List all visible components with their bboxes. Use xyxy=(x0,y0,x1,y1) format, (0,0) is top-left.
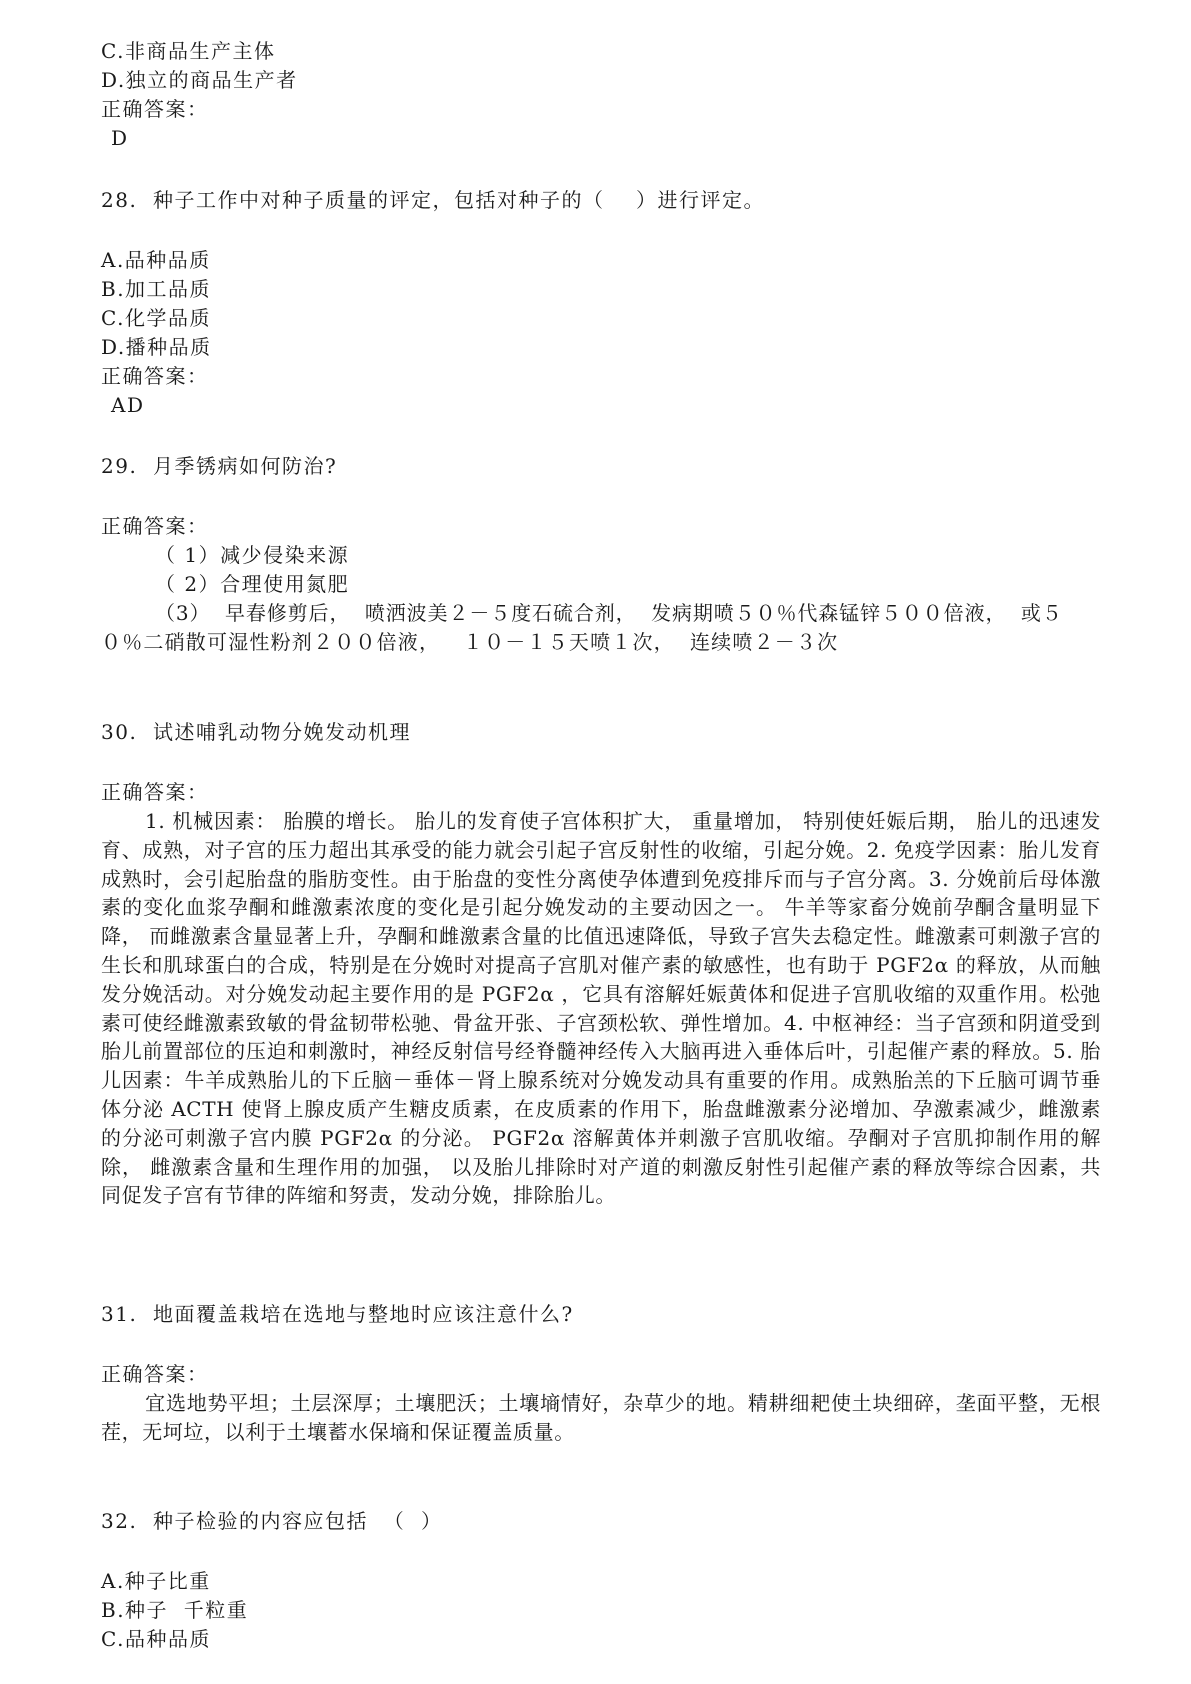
q29-answer-line-1: （ 1）减少侵染来源 xyxy=(155,543,350,567)
q30-answer-label: 正确答案： xyxy=(101,780,209,804)
q32-option-a: A.种子比重 xyxy=(101,1569,211,1593)
q28-answer: AD xyxy=(111,393,145,417)
q31-question: 31. 地面覆盖栽培在选地与整地时应该注意什么? xyxy=(101,1302,574,1326)
q30-question: 30. 试述哺乳动物分娩发动机理 xyxy=(101,720,412,744)
q28-option-c: C.化学品质 xyxy=(101,306,211,330)
q28-option-d: D.播种品质 xyxy=(101,335,212,359)
q31-answer-text: 宜选地势平坦；土层深厚；土壤肥沃；土壤墒情好，杂草少的地。精耕细耙使土块细碎，垄面平整，无根茬，无坷垃，以利于土壤蓄水保墒和保证覆盖质量。 xyxy=(101,1391,1101,1444)
q31-answer-paragraph xyxy=(101,1389,1101,1447)
q29-answer-line-2: （ 2）合理使用氮肥 xyxy=(155,572,350,596)
q30-answer-paragraph xyxy=(101,807,1101,1210)
q29-question: 29. 月季锈病如何防治? xyxy=(101,454,338,478)
q27-answer-label: 正确答案： xyxy=(101,97,209,121)
q31-answer-label: 正确答案： xyxy=(101,1362,209,1386)
q32-option-c: C.品种品质 xyxy=(101,1627,211,1651)
q29-answer-label: 正确答案： xyxy=(101,514,209,538)
q27-answer: D xyxy=(111,126,129,150)
q28-option-b: B.加工品质 xyxy=(101,277,212,301)
q32-question: 32. 种子检验的内容应包括 （ ） xyxy=(101,1509,443,1533)
q30-answer-text: 1. 机械因素： 胎膜的增长。 胎儿的发育使子宫体积扩大， 重量增加， 特别使妊娠后期， 胎儿的迅速发育、成熟，对子宫的压力超出其承受的能力就会引起子宫反射性的收缩，引起分娩。2. 免疫学因素：胎儿发育成熟时，会引起胎盘的脂肪变性。由于胎盘的变性分离使孕体遭到免疫排斥而与子宫分离。3. 分娩前后母体激素的变化血浆孕酮和雌激素浓度的变化是引起分娩发动的主要动因之一。 牛羊等家畜分娩前孕酮含量明显下降， 而雌激素含量显著上升，孕酮和雌激素含量的比值迅速降低，导致子宫失去稳定性。雌激素可刺激子宫的生长和肌球蛋白的合成，特别是在分娩时对提高子宫肌对催产素的敏感性，也有助于 PGF2α 的释放，从而触发分娩活动。对分娩发动起主要作用的是 PGF2α ，它具有溶解妊娠黄体和促进子宫肌收缩的双重作用。松弛素可使经雌激素致敏的骨盆韧带松驰、骨盆开张、子宫颈松软、弹性增加。4. 中枢神经：当子宫颈和阴道受到胎儿前置部位的压迫和刺激时，神经反射信号经脊髓神经传入大脑再进入垂体后叶，引起催产素的释放。5. 胎儿因素：牛羊成熟胎儿的下丘脑－垂体－肾上腺系统对分娩发动具有重要的作用。成熟胎羔的下丘脑可调节垂体分泌 ACTH 使肾上腺皮质产生糖皮质素，在皮质素的作用下，胎盘雌激素分泌增加、孕激素减少，雌激素的分泌可刺激子宫内膜 PGF2α 的分泌。 PGF2α 溶解黄体并刺激子宫肌收缩。孕酮对子宫肌抑制作用的解除， 雌激素含量和生理作用的加强， 以及胎儿排除时对产道的刺激反射性引起催产素的释放等综合因素，共同促发子宫有节律的阵缩和努责，发动分娩，排除胎儿。 xyxy=(101,809,1101,1208)
q28-option-a: A.品种品质 xyxy=(101,248,211,272)
q29-answer-line-3: （3） 早春修剪后， 喷洒波美２－５度石硫合剂， 发病期喷５０％代森锰锌５００倍液， 或５ xyxy=(155,601,1063,625)
q27-option-c: C.非商品生产主体 xyxy=(101,39,276,63)
q28-question: 28. 种子工作中对种子质量的评定，包括对种子的（ ）进行评定。 xyxy=(101,188,765,212)
q27-option-d: D.独立的商品生产者 xyxy=(101,68,298,92)
q32-option-b: B.种子 千粒重 xyxy=(101,1598,249,1622)
q29-answer-line-4: ０％二硝散可湿性粉剂２００倍液， １０－１５天喷１次， 连续喷２－３次 xyxy=(101,630,839,654)
q28-answer-label: 正确答案： xyxy=(101,364,209,388)
